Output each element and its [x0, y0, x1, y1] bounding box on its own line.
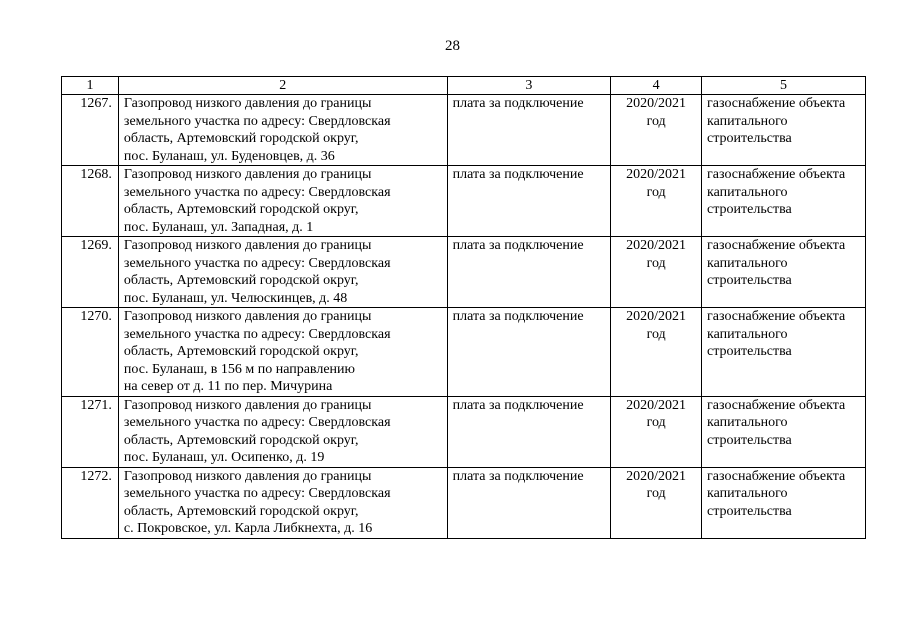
period-cell	[611, 308, 702, 397]
object-description-line: пос. Буланаш, ул. Западная, д. 1	[123, 219, 314, 235]
object-description-cell	[118, 237, 447, 308]
period-line: 2020/2021	[626, 96, 687, 111]
object-description-line: пос. Буланаш, ул. Буденовцев, д. 36	[123, 148, 335, 164]
period-line: год	[646, 113, 666, 129]
page-number: 28	[445, 38, 460, 54]
purpose-line: капитального	[707, 326, 788, 342]
period-line: 2020/2021	[626, 238, 687, 253]
purpose-line: газоснабжение объекта	[707, 96, 846, 111]
object-description-line: область, Артемовский городской округ,	[123, 202, 359, 217]
object-description-line: пос. Буланаш, ул. Осипенко, д. 19	[123, 450, 325, 465]
object-description-line: Газопровод низкого давления до границы	[123, 468, 372, 484]
period-cell	[611, 467, 702, 538]
object-description-line: Газопровод низкого давления до границы	[123, 309, 372, 324]
table-row	[62, 308, 866, 397]
purpose-cell	[702, 237, 866, 308]
column-header-4: 4	[611, 77, 702, 95]
purpose-line: капитального	[707, 184, 788, 200]
object-description-line: Газопровод низкого давления до границы	[123, 167, 372, 182]
purpose-line: капитального	[707, 113, 788, 129]
purpose-cell	[702, 467, 866, 538]
period-cell	[611, 166, 702, 237]
object-description-line: земельного участка по адресу: Свердловская	[123, 255, 391, 271]
period-cell	[611, 396, 702, 467]
row-number-cell: 1270.	[62, 308, 119, 397]
purpose-line: газоснабжение объекта	[707, 167, 846, 182]
row-number-cell: 1268.	[62, 166, 119, 237]
purpose-line: капитального	[707, 415, 788, 430]
purpose-line: капитального	[707, 486, 788, 501]
period-line: год	[646, 486, 666, 501]
period-line: 2020/2021	[626, 167, 687, 182]
object-description-line: пос. Буланаш, ул. Челюскинцев, д. 48	[123, 290, 348, 306]
purpose-cell	[702, 308, 866, 397]
column-header-2: 2	[118, 77, 447, 95]
period-cell	[611, 95, 702, 166]
object-description-line: земельного участка по адресу: Свердловская	[123, 415, 391, 430]
funding-source-cell: плата за подключение	[447, 396, 611, 467]
object-description-line: земельного участка по адресу: Свердловская	[123, 184, 391, 200]
purpose-line: строительства	[707, 432, 792, 448]
purpose-line: строительства	[707, 202, 792, 217]
period-cell	[611, 237, 702, 308]
period-line: год	[646, 184, 666, 200]
object-description-line: область, Артемовский городской округ,	[123, 273, 359, 288]
table-row	[62, 166, 866, 237]
purpose-cell	[702, 95, 866, 166]
purpose-line: газоснабжение объекта	[707, 468, 846, 484]
object-description-cell	[118, 95, 447, 166]
object-description-line: земельного участка по адресу: Свердловская	[123, 113, 391, 129]
object-description-line: область, Артемовский городской округ,	[123, 131, 359, 146]
funding-source-cell: плата за подключение	[447, 95, 611, 166]
object-description-line: земельного участка по адресу: Свердловская	[123, 326, 391, 342]
table-body	[62, 95, 866, 539]
period-line: 2020/2021	[626, 309, 687, 324]
purpose-line: строительства	[707, 273, 792, 288]
purpose-line: газоснабжение объекта	[707, 397, 846, 413]
object-description-line: на север от д. 11 по пер. Мичурина	[123, 379, 333, 394]
purpose-cell	[702, 396, 866, 467]
table-row	[62, 95, 866, 166]
row-number-cell: 1272.	[62, 467, 119, 538]
object-description-line: Газопровод низкого давления до границы	[123, 397, 372, 413]
column-header-5: 5	[702, 77, 866, 95]
funding-source-cell: плата за подключение	[447, 237, 611, 308]
object-description-cell	[118, 308, 447, 397]
investment-table	[61, 76, 866, 539]
table-row	[62, 467, 866, 538]
object-description-line: с. Покровское, ул. Карла Либкнехта, д. 16	[123, 521, 373, 536]
row-number-cell: 1271.	[62, 396, 119, 467]
purpose-line: капитального	[707, 255, 788, 271]
period-line: 2020/2021	[626, 397, 687, 413]
period-line: год	[646, 326, 666, 342]
object-description-line: Газопровод низкого давления до границы	[123, 238, 372, 253]
column-header-1: 1	[62, 77, 119, 95]
period-line: год	[646, 415, 666, 430]
purpose-line: строительства	[707, 503, 792, 519]
object-description-line: область, Артемовский городской округ,	[123, 432, 359, 448]
purpose-line: строительства	[707, 344, 792, 359]
purpose-cell	[702, 166, 866, 237]
column-number-row	[62, 77, 866, 95]
object-description-cell	[118, 166, 447, 237]
period-line: год	[646, 255, 666, 271]
funding-source-cell: плата за подключение	[447, 308, 611, 397]
table-row	[62, 237, 866, 308]
object-description-cell	[118, 467, 447, 538]
row-number-cell: 1269.	[62, 237, 119, 308]
funding-source-cell: плата за подключение	[447, 166, 611, 237]
object-description-line: область, Артемовский городской округ,	[123, 344, 359, 359]
table-row	[62, 396, 866, 467]
object-description-line: Газопровод низкого давления до границы	[123, 96, 372, 111]
purpose-line: газоснабжение объекта	[707, 309, 846, 324]
object-description-line: область, Артемовский городской округ,	[123, 503, 359, 519]
object-description-cell	[118, 396, 447, 467]
purpose-line: строительства	[707, 131, 792, 146]
object-description-line: пос. Буланаш, в 156 м по направлению	[123, 361, 355, 377]
column-header-3: 3	[447, 77, 611, 95]
row-number-cell: 1267.	[62, 95, 119, 166]
period-line: 2020/2021	[626, 468, 687, 484]
funding-source-cell: плата за подключение	[447, 467, 611, 538]
object-description-line: земельного участка по адресу: Свердловская	[123, 486, 391, 501]
purpose-line: газоснабжение объекта	[707, 238, 846, 253]
